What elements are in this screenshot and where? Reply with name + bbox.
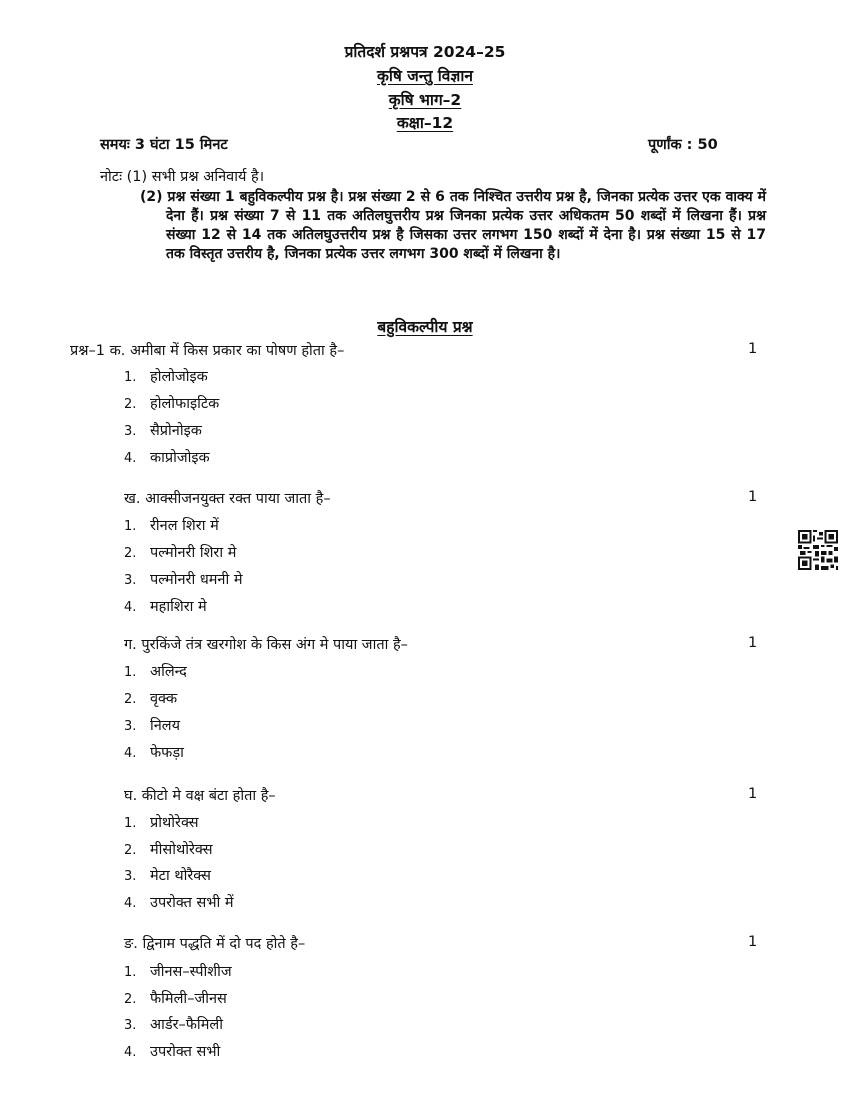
class-title [0,111,850,133]
option [124,988,227,1008]
time-allowed: समयः 3 घंटा 15 मिनट [100,137,228,153]
question-label: प्रश्न–1 क. अमीबा में किस प्रकार का पोषण होता है– [70,343,345,359]
note-2: (2) प्रश्न संख्या 1 बहुविकल्पीय प्रश्न है। प्रश्न संख्या 2 से 6 तक निश्चित उत्तरीय प्रश्न है, जिनका प्रत्येक उत्तर एक वाक्य में देना हैं। प्रश्न संख्या 7 से 11 तक अतिलघुत्तरीय प्रश्न जिनका प्रत्येक उत्तर अधिकतम 50 शब्दों में लिखना हैं। प्रश्न संख्या 12 से 14 तक अतिलघुउत्तरीय प्रश्न है जिसका उत्तर लगभग 150 शब्दों में देना है। प्रश्न संख्या 15 से 17 तक विस्तृत उत्तरीय है, जिनका प्रत्येक उत्तर लगभग 300 शब्दों में लिखना है। [140,189,766,262]
option-text: जीनस–स्पीशीज [150,964,232,980]
option-text: सैप्रोनोइक [150,423,202,439]
option-text: प्रोथोरेक्स [150,815,199,831]
option [124,839,213,859]
option-number: 4. [124,746,137,761]
option-number: 1. [124,519,137,534]
option-text: निलय [150,718,181,734]
option-text: होलोफाइटिक [150,396,220,412]
option-number: 2. [124,843,137,858]
part-title [0,88,850,110]
option-text: काप्रोजोइक [150,450,210,466]
option [124,366,208,386]
option-number: 3. [124,1018,137,1033]
option-number: 3. [124,719,137,734]
option-text: अलिन्द [150,664,187,680]
option [124,420,202,440]
option-text: महाशिरा मे [150,599,207,615]
option-number: 4. [124,451,137,466]
option [124,892,234,912]
option-number: 2. [124,546,137,561]
option [124,393,219,413]
question-marks: 1 [748,635,758,651]
option [124,447,210,467]
option [124,865,211,885]
option-text: उपरोक्त सभी में [150,895,234,911]
class-text: कक्षा–12 [396,114,454,132]
option-text: फैमिली–जीनस [150,991,227,1007]
option-number: 1. [124,665,137,680]
qr-code-icon [798,530,838,570]
option [124,1014,223,1034]
option-text: पल्मोनरी धमनी मे [150,572,243,588]
question-marks: 1 [748,489,758,505]
option-number: 1. [124,370,137,385]
option [124,1041,220,1061]
paper-title: प्रतिदर्श प्रश्नपत्र 2024–25 [344,43,506,61]
option [124,812,199,832]
question-marks: 1 [748,786,758,802]
option-number: 2. [124,397,137,412]
part-text: कृषि भाग–2 [388,91,462,109]
option-text: आर्डर–फैमिली [150,1017,223,1033]
subject-text: कृषि जन्तु विज्ञान [377,67,473,85]
option-number: 3. [124,573,137,588]
option [124,542,236,562]
option-text: पल्मोनरी शिरा मे [150,545,237,561]
option-text: रीनल शिरा में [150,518,219,534]
option [124,596,207,616]
option [124,961,232,981]
question-label: घ. कीटो मे वक्ष बंटा होता है– [124,788,276,804]
option [124,569,243,589]
option-text: मीसोथोरेक्स [150,842,213,858]
section-title-text: बहुविकल्पीय प्रश्न [377,318,473,336]
option [124,742,184,762]
option-text: होलोजोइक [150,369,208,385]
option-number: 3. [124,424,137,439]
option [124,688,177,708]
option-number: 1. [124,965,137,980]
option-text: वृक्क [150,691,178,707]
option [124,715,180,735]
option-number: 4. [124,600,137,615]
option-number: 3. [124,869,137,884]
question-label: ख. आक्सीजनयुक्त रक्त पाया जाता है– [124,491,331,507]
option-number: 2. [124,692,137,707]
option-number: 1. [124,816,137,831]
option-text: मेटा थोरैक्स [150,868,211,884]
option-number: 4. [124,1045,137,1060]
option [124,515,219,535]
question-marks: 1 [748,341,758,357]
option-number: 2. [124,992,137,1007]
note-1: नोटः (1) सभी प्रश्न अनिवार्य है। [100,169,265,185]
max-marks: पूर्णांक : 50 [648,137,718,153]
option-text: फेफड़ा [150,745,184,761]
subject-title [0,64,850,86]
section-title [0,315,850,337]
option-number: 4. [124,896,137,911]
option [124,661,187,681]
question-marks: 1 [748,934,758,950]
question-label: ङ. द्विनाम पद्धति में दो पद होते है– [124,936,306,952]
question-label: ग. पुरकिंजे तंत्र खरगोश के किस अंग मे पाया जाता है– [124,637,408,653]
option-text: उपरोक्त सभी [150,1044,221,1060]
